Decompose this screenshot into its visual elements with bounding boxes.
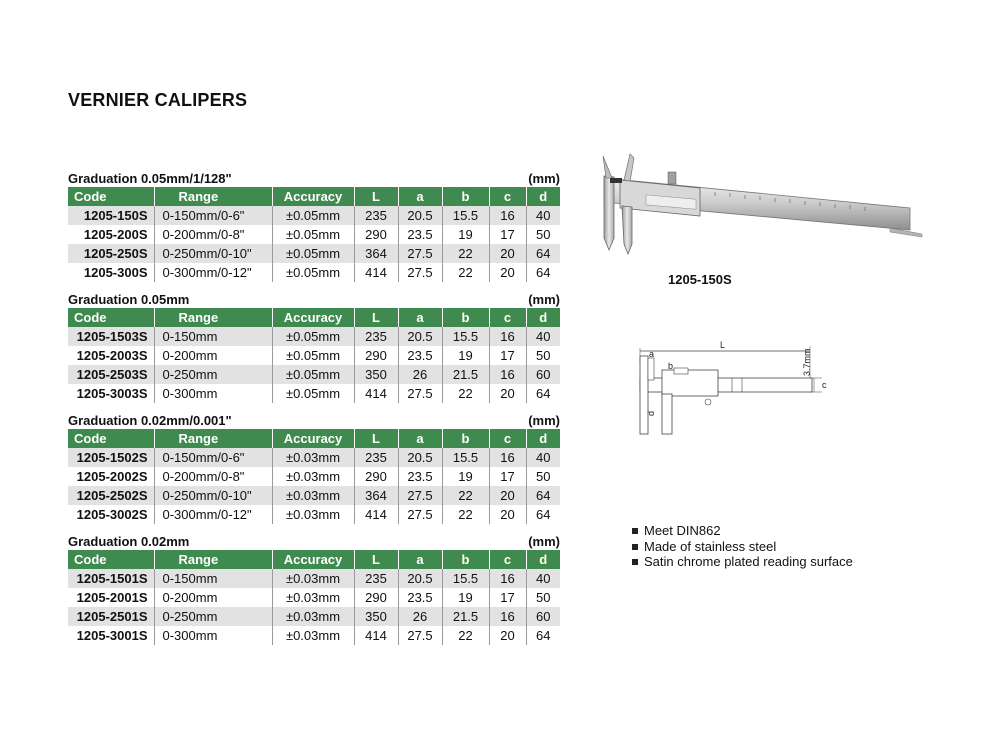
diagram-label-L: L bbox=[720, 340, 726, 350]
cell-c: 16 bbox=[489, 607, 526, 626]
table-row bbox=[68, 467, 560, 486]
column-header: b bbox=[442, 550, 489, 569]
cell-c: 17 bbox=[489, 346, 526, 365]
cell-range: 0-150mm/0-6" bbox=[154, 206, 272, 225]
spec-table bbox=[68, 550, 560, 645]
cell-code: 1205-1501S bbox=[68, 569, 154, 588]
graduation-label: Graduation 0.05mm/1/128" bbox=[68, 171, 232, 186]
cell-accuracy: ±0.05mm bbox=[272, 365, 354, 384]
cell-c: 17 bbox=[489, 467, 526, 486]
cell-code: 1205-300S bbox=[83, 265, 148, 280]
cell-a: 23.5 bbox=[398, 346, 442, 365]
cell-d: 64 bbox=[526, 244, 560, 263]
table-row bbox=[68, 365, 560, 384]
cell-b: 22 bbox=[442, 384, 489, 403]
image-caption: 1205-150S bbox=[668, 272, 732, 287]
cell-c: 20 bbox=[489, 263, 526, 282]
cell-l: 290 bbox=[354, 467, 398, 486]
cell-b: 15.5 bbox=[442, 327, 489, 346]
cell-b: 21.5 bbox=[442, 607, 489, 626]
cell-accuracy: ±0.03mm bbox=[272, 626, 354, 645]
cell-code: 1205-2001S bbox=[76, 590, 148, 605]
diagram-label-a: a bbox=[649, 349, 655, 359]
spec-section bbox=[68, 413, 560, 524]
cell-range: 0-250mm bbox=[154, 365, 272, 384]
graduation-label: Graduation 0.05mm bbox=[68, 292, 190, 307]
cell-l: 414 bbox=[354, 505, 398, 524]
cell-code: 1205-3002S bbox=[76, 507, 148, 522]
table-row bbox=[68, 225, 560, 244]
cell-c: 17 bbox=[489, 588, 526, 607]
cell-a: 27.5 bbox=[398, 244, 442, 263]
cell-b: 19 bbox=[442, 588, 489, 607]
feature-item: Meet DIN862 bbox=[632, 523, 853, 539]
table-row bbox=[68, 588, 560, 607]
column-header: Accuracy bbox=[272, 550, 354, 569]
cell-accuracy: ±0.03mm bbox=[272, 607, 354, 626]
cell-d: 64 bbox=[526, 263, 560, 282]
column-header: Code bbox=[68, 429, 154, 448]
cell-accuracy: ±0.05mm bbox=[272, 225, 354, 244]
cell-b: 15.5 bbox=[442, 569, 489, 588]
page-title: VERNIER CALIPERS bbox=[68, 90, 248, 110]
cell-code: 1205-2002S bbox=[76, 469, 148, 484]
column-header: Range bbox=[154, 429, 272, 448]
cell-accuracy: ±0.03mm bbox=[272, 448, 354, 467]
cell-l: 414 bbox=[354, 384, 398, 403]
cell-a: 20.5 bbox=[398, 206, 442, 225]
column-header: d bbox=[526, 187, 560, 206]
cell-c: 16 bbox=[489, 206, 526, 225]
column-header: Range bbox=[154, 187, 272, 206]
table-row bbox=[68, 626, 560, 645]
cell-range: 0-200mm bbox=[154, 346, 272, 365]
unit-label: (mm) bbox=[528, 534, 560, 549]
caliper-image bbox=[590, 150, 925, 260]
table-row bbox=[68, 448, 560, 467]
table-row bbox=[68, 505, 560, 524]
diagram-label-c: c bbox=[822, 380, 827, 390]
table-row bbox=[68, 244, 560, 263]
column-header: c bbox=[489, 550, 526, 569]
column-header: a bbox=[398, 308, 442, 327]
table-row bbox=[68, 486, 560, 505]
cell-d: 50 bbox=[526, 588, 560, 607]
cell-range: 0-200mm bbox=[154, 588, 272, 607]
cell-c: 17 bbox=[489, 225, 526, 244]
cell-range: 0-150mm/0-6" bbox=[154, 448, 272, 467]
cell-a: 23.5 bbox=[398, 588, 442, 607]
cell-code: 1205-2501S bbox=[68, 607, 154, 626]
cell-accuracy: ±0.03mm bbox=[272, 467, 354, 486]
graduation-label: Graduation 0.02mm/0.001" bbox=[68, 413, 232, 428]
column-header: c bbox=[489, 308, 526, 327]
cell-d: 50 bbox=[526, 346, 560, 365]
cell-l: 235 bbox=[354, 206, 398, 225]
cell-range: 0-150mm bbox=[154, 569, 272, 588]
cell-accuracy: ±0.03mm bbox=[272, 569, 354, 588]
cell-d: 64 bbox=[526, 384, 560, 403]
cell-b: 19 bbox=[442, 225, 489, 244]
column-header: d bbox=[526, 550, 560, 569]
cell-c: 16 bbox=[489, 448, 526, 467]
cell-d: 40 bbox=[526, 569, 560, 588]
cell-b: 19 bbox=[442, 467, 489, 486]
table-row bbox=[68, 327, 560, 346]
cell-l: 235 bbox=[354, 569, 398, 588]
cell-code: 1205-2003S bbox=[76, 348, 148, 363]
cell-accuracy: ±0.05mm bbox=[272, 384, 354, 403]
cell-b: 15.5 bbox=[442, 448, 489, 467]
cell-d: 60 bbox=[526, 607, 560, 626]
table-row bbox=[68, 346, 560, 365]
spec-table bbox=[68, 429, 560, 524]
spec-section bbox=[68, 171, 560, 282]
cell-b: 22 bbox=[442, 626, 489, 645]
column-header: Accuracy bbox=[272, 308, 354, 327]
cell-d: 64 bbox=[526, 626, 560, 645]
diagram-thickness-label: 3.7mm bbox=[802, 348, 812, 376]
column-header: Code bbox=[68, 308, 154, 327]
column-header: Accuracy bbox=[272, 187, 354, 206]
column-header: c bbox=[489, 187, 526, 206]
cell-range: 0-300mm/0-12" bbox=[154, 505, 272, 524]
cell-range: 0-250mm/0-10" bbox=[154, 486, 272, 505]
cell-a: 26 bbox=[398, 607, 442, 626]
cell-range: 0-200mm/0-8" bbox=[154, 225, 272, 244]
graduation-label: Graduation 0.02mm bbox=[68, 534, 190, 549]
cell-l: 364 bbox=[354, 244, 398, 263]
table-row bbox=[68, 569, 560, 588]
column-header: a bbox=[398, 187, 442, 206]
cell-a: 20.5 bbox=[398, 327, 442, 346]
cell-c: 20 bbox=[489, 486, 526, 505]
cell-l: 290 bbox=[354, 225, 398, 244]
cell-l: 350 bbox=[354, 365, 398, 384]
cell-d: 40 bbox=[526, 448, 560, 467]
cell-b: 22 bbox=[442, 486, 489, 505]
cell-a: 27.5 bbox=[398, 626, 442, 645]
cell-accuracy: ±0.05mm bbox=[272, 263, 354, 282]
cell-c: 20 bbox=[489, 384, 526, 403]
unit-label: (mm) bbox=[528, 292, 560, 307]
cell-d: 64 bbox=[526, 505, 560, 524]
column-header: L bbox=[354, 308, 398, 327]
cell-c: 16 bbox=[489, 569, 526, 588]
cell-b: 15.5 bbox=[442, 206, 489, 225]
cell-accuracy: ±0.03mm bbox=[272, 588, 354, 607]
table-row bbox=[68, 206, 560, 225]
cell-range: 0-250mm/0-10" bbox=[154, 244, 272, 263]
cell-b: 19 bbox=[442, 346, 489, 365]
cell-code: 1205-200S bbox=[83, 227, 148, 242]
cell-a: 27.5 bbox=[398, 505, 442, 524]
cell-code: 1205-250S bbox=[68, 244, 154, 263]
column-header: L bbox=[354, 429, 398, 448]
cell-a: 23.5 bbox=[398, 225, 442, 244]
cell-l: 414 bbox=[354, 626, 398, 645]
column-header: Code bbox=[68, 550, 154, 569]
cell-accuracy: ±0.05mm bbox=[272, 346, 354, 365]
dimension-diagram bbox=[632, 336, 832, 436]
cell-d: 40 bbox=[526, 327, 560, 346]
column-header: b bbox=[442, 429, 489, 448]
column-header: c bbox=[489, 429, 526, 448]
diagram-label-d: d bbox=[646, 410, 656, 416]
table-row bbox=[68, 607, 560, 626]
column-header: a bbox=[398, 429, 442, 448]
spec-section bbox=[68, 292, 560, 403]
spec-section bbox=[68, 534, 560, 645]
column-header: d bbox=[526, 429, 560, 448]
cell-l: 235 bbox=[354, 448, 398, 467]
spec-table bbox=[68, 187, 560, 282]
cell-a: 27.5 bbox=[398, 384, 442, 403]
cell-d: 50 bbox=[526, 225, 560, 244]
bullet-square-icon bbox=[632, 544, 638, 550]
cell-range: 0-300mm bbox=[154, 626, 272, 645]
cell-a: 27.5 bbox=[398, 486, 442, 505]
bullet-square-icon bbox=[632, 559, 638, 565]
cell-b: 22 bbox=[442, 505, 489, 524]
cell-range: 0-150mm bbox=[154, 327, 272, 346]
cell-c: 16 bbox=[489, 365, 526, 384]
cell-accuracy: ±0.05mm bbox=[272, 206, 354, 225]
cell-c: 16 bbox=[489, 327, 526, 346]
spec-table bbox=[68, 308, 560, 403]
cell-d: 64 bbox=[526, 486, 560, 505]
bullet-square-icon bbox=[632, 528, 638, 534]
diagram-label-b: b bbox=[668, 361, 674, 371]
cell-accuracy: ±0.03mm bbox=[272, 486, 354, 505]
cell-c: 20 bbox=[489, 244, 526, 263]
cell-d: 40 bbox=[526, 206, 560, 225]
cell-d: 60 bbox=[526, 365, 560, 384]
cell-c: 20 bbox=[489, 505, 526, 524]
cell-accuracy: ±0.05mm bbox=[272, 327, 354, 346]
table-row bbox=[68, 263, 560, 282]
cell-code: 1205-3001S bbox=[76, 628, 148, 643]
cell-code: 1205-2503S bbox=[68, 365, 154, 384]
cell-range: 0-200mm/0-8" bbox=[154, 467, 272, 486]
feature-item: Made of stainless steel bbox=[632, 539, 853, 555]
cell-code: 1205-1503S bbox=[68, 327, 154, 346]
cell-d: 50 bbox=[526, 467, 560, 486]
cell-l: 364 bbox=[354, 486, 398, 505]
cell-b: 22 bbox=[442, 244, 489, 263]
cell-range: 0-250mm bbox=[154, 607, 272, 626]
cell-range: 0-300mm bbox=[154, 384, 272, 403]
cell-range: 0-300mm/0-12" bbox=[154, 263, 272, 282]
cell-a: 20.5 bbox=[398, 448, 442, 467]
cell-b: 22 bbox=[442, 263, 489, 282]
cell-code: 1205-1502S bbox=[68, 448, 154, 467]
column-header: L bbox=[354, 550, 398, 569]
cell-a: 23.5 bbox=[398, 467, 442, 486]
cell-code: 1205-3003S bbox=[76, 386, 148, 401]
cell-b: 21.5 bbox=[442, 365, 489, 384]
column-header: a bbox=[398, 550, 442, 569]
cell-l: 414 bbox=[354, 263, 398, 282]
cell-l: 290 bbox=[354, 588, 398, 607]
column-header: b bbox=[442, 187, 489, 206]
cell-accuracy: ±0.03mm bbox=[272, 505, 354, 524]
cell-a: 20.5 bbox=[398, 569, 442, 588]
column-header: b bbox=[442, 308, 489, 327]
cell-l: 290 bbox=[354, 346, 398, 365]
unit-label: (mm) bbox=[528, 413, 560, 428]
column-header: Range bbox=[154, 550, 272, 569]
cell-c: 20 bbox=[489, 626, 526, 645]
cell-code: 1205-2502S bbox=[68, 486, 154, 505]
cell-a: 27.5 bbox=[398, 263, 442, 282]
column-header: Range bbox=[154, 308, 272, 327]
cell-l: 235 bbox=[354, 327, 398, 346]
table-row bbox=[68, 384, 560, 403]
unit-label: (mm) bbox=[528, 171, 560, 186]
feature-item: Satin chrome plated reading surface bbox=[632, 554, 853, 570]
column-header: L bbox=[354, 187, 398, 206]
column-header: Accuracy bbox=[272, 429, 354, 448]
feature-list bbox=[632, 523, 853, 570]
cell-a: 26 bbox=[398, 365, 442, 384]
column-header: Code bbox=[68, 187, 154, 206]
cell-l: 350 bbox=[354, 607, 398, 626]
cell-accuracy: ±0.05mm bbox=[272, 244, 354, 263]
cell-code: 1205-150S bbox=[68, 206, 154, 225]
column-header: d bbox=[526, 308, 560, 327]
